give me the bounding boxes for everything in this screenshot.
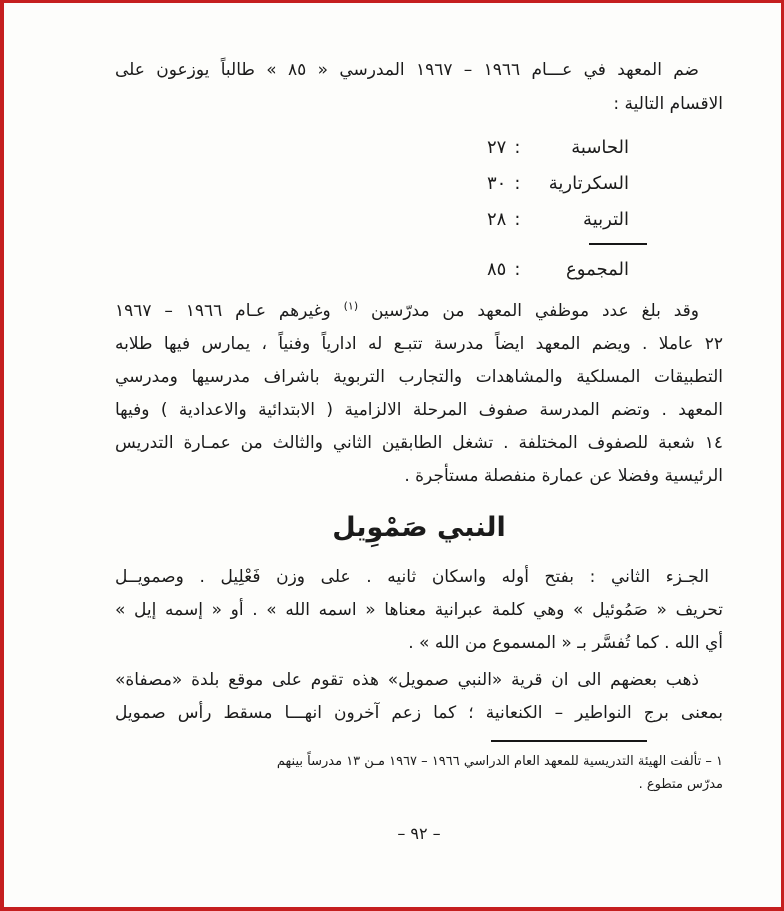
total-label: المجموع	[566, 258, 629, 280]
page-number: – ٩٢ –	[397, 824, 441, 843]
text-line: الجـزء الثاني : بفتح أوله واسكان ثانيه . على وزن فَعْلِيل . وصمويــل	[115, 567, 709, 587]
total-row	[487, 251, 629, 287]
text-line	[115, 295, 723, 328]
department-label: الحاسبة	[571, 136, 629, 158]
colon-separator: :	[514, 136, 521, 158]
footnote	[115, 750, 723, 796]
section-title: النبي صَمْوِيل	[332, 512, 506, 543]
totals-rule	[589, 243, 647, 245]
list-item	[487, 165, 629, 201]
text-segment: وغيرهم عـام ١٩٦٦ – ١٩٦٧	[115, 301, 344, 321]
location-paragraph	[115, 664, 723, 730]
text-line: المعهد . وتضم المدرسة صفوف المرحلة الالزامية ( الابتدائية والاعدادية ) وفيها	[115, 400, 723, 420]
colon-separator: :	[514, 208, 521, 230]
list-item	[487, 129, 629, 165]
text-line: بمعنى برج النواطير – الكنعانية ؛ كما زعم آخرون انهـــا مسقط رأس صمويل	[115, 703, 723, 723]
staff-paragraph	[115, 295, 723, 493]
text-line: التطبيقات المسلكية والمشاهدات والتجارب التربوية باشراف مدرسيها ومدرسي	[115, 367, 723, 387]
text-line: ٢٢ عاملا . ويضم المعهد ايضاً مدرسة تتبـع له ادارياً وفنياً ، يمارس فيها طلابه	[115, 334, 723, 354]
page-content	[4, 3, 781, 907]
department-count: ٢٨	[487, 208, 507, 230]
department-value	[487, 173, 520, 194]
text-line: الرئيسية وفضلا عن عمارة منفصلة مستأجرة .	[404, 466, 723, 486]
footnote-rule	[491, 740, 647, 742]
text-line: الاقسام التالية :	[613, 94, 723, 114]
departments-list	[115, 129, 723, 287]
list-item	[487, 201, 629, 237]
etymology-paragraph	[115, 561, 723, 660]
text-segment: وقد بلغ عدد موظفي المعهد من مدرّسين	[358, 301, 699, 321]
department-count: ٣٠	[487, 172, 507, 194]
footnote-line: ١ – تألفت الهيئة التدريسية للمعهد العام الدراسي ١٩٦٦ – ١٩٦٧ مـن ١٣ مدرساً بينهم	[276, 754, 723, 769]
text-line: ضم المعهد في عـــام ١٩٦٦ – ١٩٦٧ المدرسي « ٨٥ » طالباً يوزعون على	[115, 60, 699, 80]
total-value	[487, 259, 520, 280]
total-count: ٨٥	[487, 258, 507, 280]
colon-separator: :	[514, 258, 521, 280]
colon-separator: :	[514, 172, 521, 194]
intro-paragraph	[115, 53, 723, 121]
footnote-ref: (١)	[343, 299, 359, 313]
footnote-line: مدرّس متطوع .	[638, 777, 723, 792]
text-line: أي الله . كما تُفسَّر بـ « المسموع من الله » .	[408, 633, 723, 653]
text-line: ذهب بعضهم الى ان قرية «النبي صمويل» هذه تقوم على موقع بلدة «مصفاة»	[115, 670, 699, 690]
department-label: السكرتارية	[548, 172, 629, 194]
department-value	[487, 137, 520, 158]
department-value	[487, 209, 520, 230]
department-label: التربية	[583, 208, 629, 230]
text-line: ١٤ شعبة للصفوف المختلفة . تشغل الطابقين الثاني والثالث من عمـارة التدريس	[115, 433, 723, 453]
department-count: ٢٧	[487, 136, 507, 158]
text-line: تحريف « صَمُوئيل » وهي كلمة عبرانية معناها « اسمه الله » . أو « إسمه إيل »	[115, 600, 723, 620]
